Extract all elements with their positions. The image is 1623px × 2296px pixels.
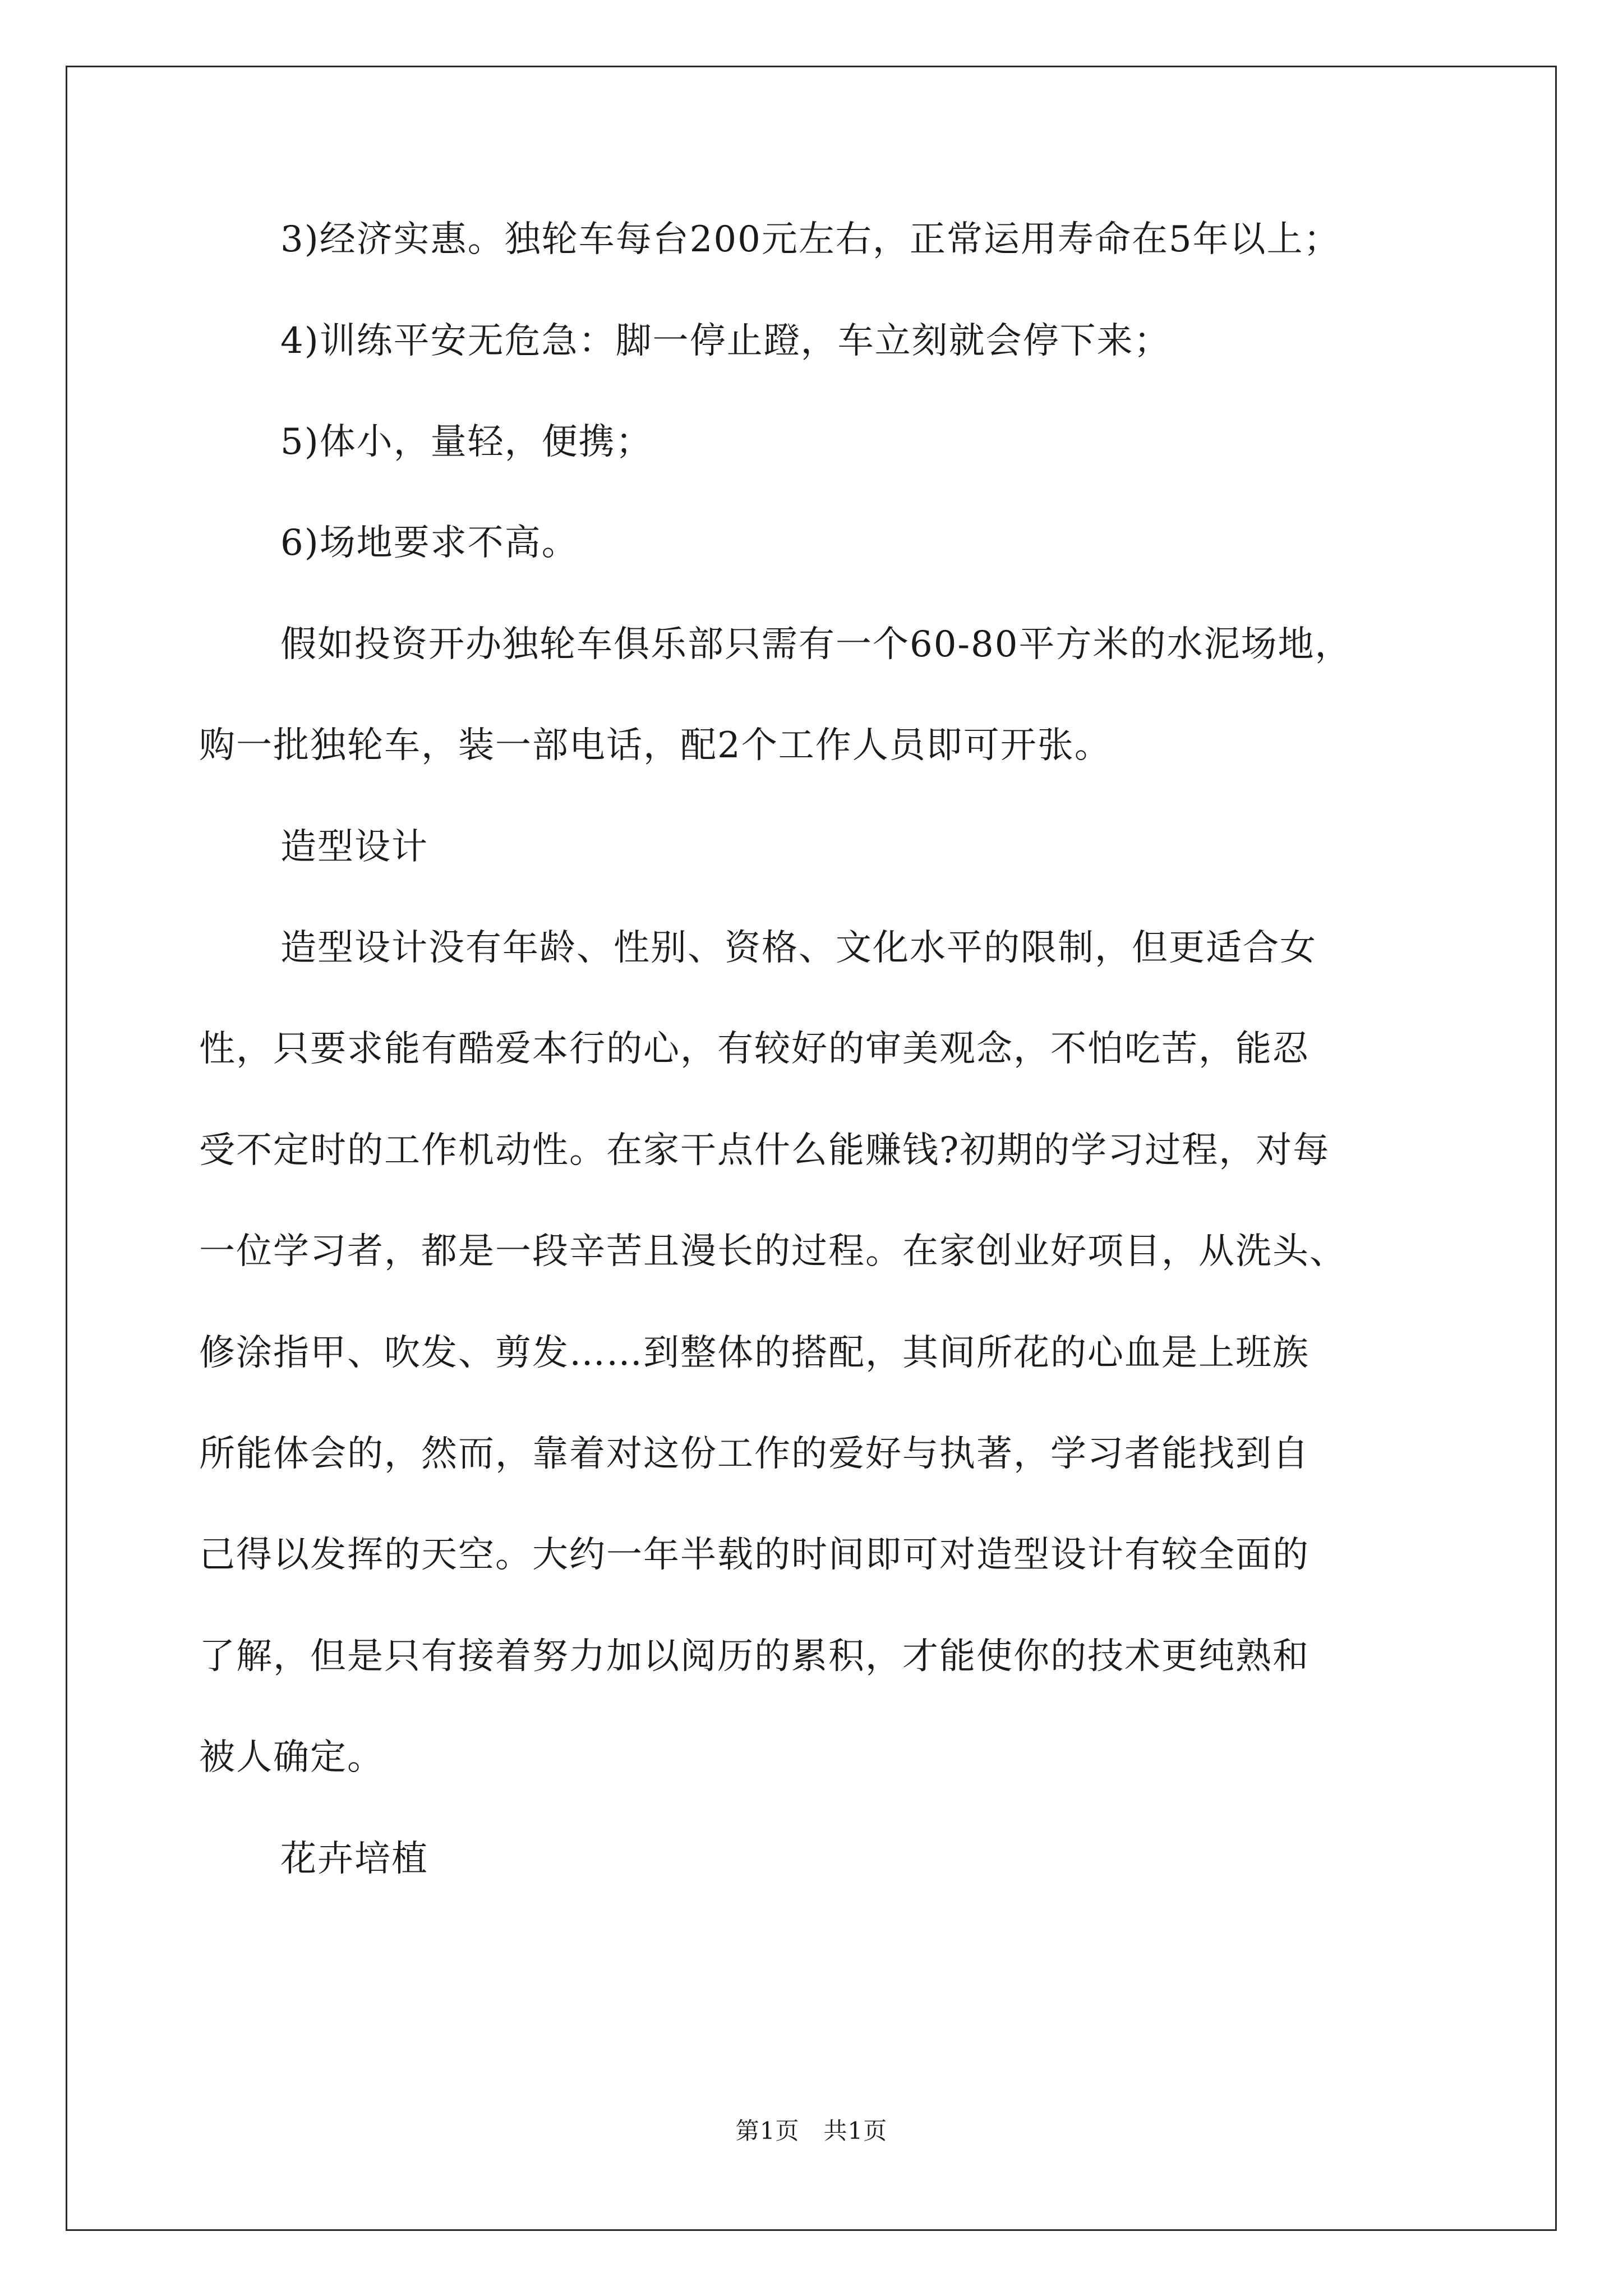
text-line: 受不定时的工作机动性。在家干点什么能赚钱?初期的学习过程，对每 <box>199 1130 1330 1171</box>
page-number: 第1页 共1页 <box>735 2117 888 2145</box>
text-line: 6)场地要求不高。 <box>280 522 579 564</box>
text-line: 一位学习者，都是一段辛苦且漫长的过程。在家创业好项目，从洗头、 <box>199 1231 1347 1272</box>
text-line: 了解，但是只有接着努力加以阅历的累积，才能使你的技术更纯熟和 <box>199 1636 1310 1677</box>
text-line: 被人确定。 <box>199 1737 384 1778</box>
text-line: 己得以发挥的天空。大约一年半载的时间即可对造型设计有较全面的 <box>199 1534 1310 1576</box>
section-heading: 造型设计 <box>280 826 428 868</box>
text-line: 5)体小，量轻，便携； <box>280 421 653 463</box>
text-line: 4)训练平安无危急：脚一停止蹬，车立刻就会停下来； <box>280 320 1171 362</box>
text-line: 假如投资开办独轮车俱乐部只需有一个60-80平方米的水泥场地， <box>280 624 1352 665</box>
text-line: 所能体会的，然而，靠着对这份工作的爱好与执著，学习者能找到自 <box>199 1433 1310 1475</box>
text-line: 购一批独轮车，装一部电话，配2个工作人员即可开张。 <box>199 725 1112 766</box>
text-line: 3)经济实惠。独轮车每台200元左右，正常运用寿命在5年以上； <box>280 219 1341 260</box>
text-line: 修涂指甲、吹发、剪发……到整体的搭配，其间所花的心血是上班族 <box>199 1332 1310 1374</box>
text-line: 性，只要求能有酷爱本行的心，有较好的审美观念，不怕吃苦，能忍 <box>199 1028 1310 1070</box>
section-heading: 花卉培植 <box>280 1838 428 1880</box>
text-line: 造型设计没有年龄、性别、资格、文化水平的限制，但更适合女 <box>280 927 1317 969</box>
